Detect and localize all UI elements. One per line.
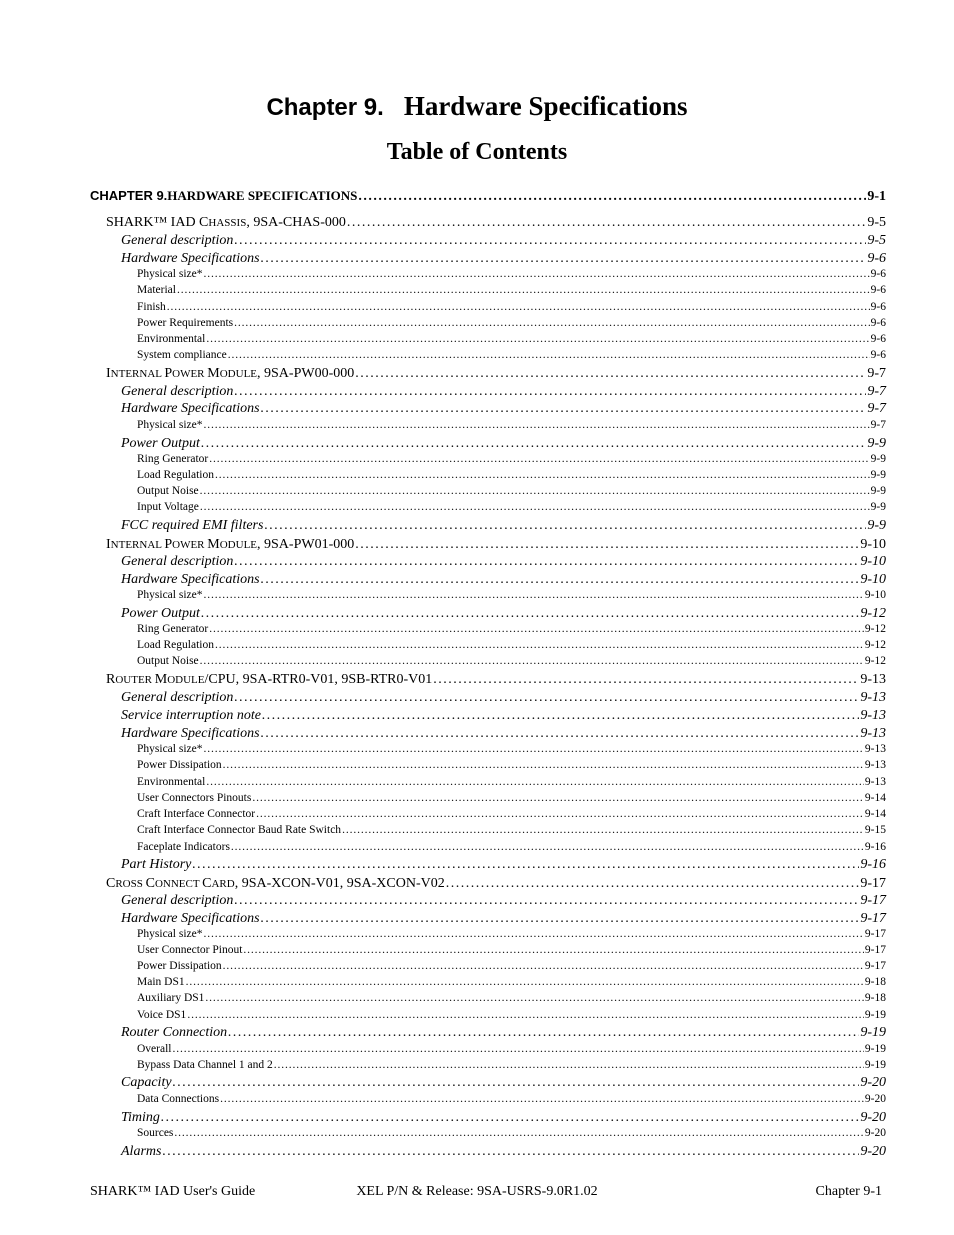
toc-page-number: 9-7	[867, 384, 886, 399]
toc-entry-title: System compliance	[137, 349, 227, 361]
toc-page-number: 9-6	[870, 284, 886, 296]
toc-entry-level-3[interactable]	[137, 655, 886, 667]
section-title-segment: OWER	[172, 368, 208, 380]
toc-entry-level-3[interactable]	[137, 1009, 886, 1021]
section-title-segment: OWER	[172, 539, 208, 551]
dot-leader	[203, 268, 869, 280]
dot-leader	[186, 976, 864, 988]
toc-entry-title	[106, 876, 445, 892]
toc-entry-title: Alarms	[121, 1144, 162, 1159]
toc-page-number: 9-18	[864, 992, 886, 1004]
toc-page-number: 9-14	[864, 792, 886, 804]
dot-leader	[161, 1110, 859, 1126]
toc-page-number: 9-7	[870, 419, 886, 431]
dot-leader	[203, 928, 863, 940]
section-title-segment: M	[154, 672, 168, 687]
section-title-segment: I	[106, 537, 111, 552]
dot-leader	[215, 639, 864, 651]
chapter-label: CHAPTER 9.	[90, 188, 168, 203]
toc-page-number: 9-16	[864, 841, 886, 853]
toc-entry-level-3[interactable]	[137, 944, 886, 956]
section-title-segment: , 9SA-XCON-V01, 9SA-XCON-V02	[234, 876, 445, 891]
toc-page-number: 9-17	[864, 928, 886, 940]
toc-entry-level-0[interactable]	[90, 188, 886, 205]
toc-page-number: 9-6	[870, 268, 886, 280]
toc-entry-level-3[interactable]	[137, 333, 886, 345]
toc-page-number: 9-20	[860, 1075, 886, 1090]
dot-leader	[228, 1025, 859, 1041]
toc-entry-level-3[interactable]	[137, 808, 886, 820]
dot-leader	[206, 333, 869, 345]
toc-page-number: 9-9	[867, 518, 886, 533]
toc-page-number: 9-17	[864, 944, 886, 956]
toc-entry-level-3[interactable]	[137, 743, 886, 755]
dot-leader	[220, 1093, 864, 1105]
toc-entry-level-2[interactable]	[121, 708, 886, 724]
section-title-segment: C	[106, 876, 116, 891]
toc-entry-level-2[interactable]	[121, 893, 886, 909]
toc-entry-level-1[interactable]	[106, 366, 886, 382]
toc-entry-level-2[interactable]	[121, 251, 886, 267]
toc-page-number: 9-6	[870, 349, 886, 361]
toc-page-number: 9-10	[860, 537, 886, 552]
toc-page-number: 9-19	[864, 1009, 886, 1021]
toc-entry-level-3[interactable]	[137, 1043, 886, 1055]
toc-title: Table of Contents	[386, 139, 568, 165]
section-title-segment: ROSS	[115, 878, 146, 890]
dot-leader	[174, 1127, 863, 1139]
toc-entry-title: Craft Interface Connector Baud Rate Switch	[137, 824, 342, 836]
dot-leader	[209, 453, 869, 465]
toc-entry-title: Router Connection	[121, 1025, 228, 1040]
section-title-segment: SHARK™ IAD C	[106, 215, 209, 230]
toc-entry-title: General description	[121, 233, 234, 248]
toc-page-number: 9-19	[860, 1025, 886, 1040]
toc-page-number: 9-7	[867, 366, 886, 381]
toc-page-number: 9-1	[867, 189, 886, 204]
dot-leader	[261, 251, 867, 267]
dot-leader	[172, 1043, 863, 1055]
dot-leader	[234, 233, 866, 249]
section-title-segment: C	[202, 876, 212, 891]
toc-entry-title: Physical size*	[137, 928, 203, 940]
toc-entry-title: General description	[121, 384, 234, 399]
dot-leader	[206, 776, 864, 788]
toc-entry-level-3[interactable]	[137, 928, 886, 940]
dot-leader	[201, 606, 859, 622]
section-title-segment: /CPU, 9SA-RTR0-V01, 9SB-RTR0-V01	[204, 672, 433, 687]
toc-entry-title: Environmental	[137, 333, 206, 345]
toc-entry-title: Power Dissipation	[137, 759, 222, 771]
toc-page-number: 9-13	[860, 672, 886, 687]
toc-entry-title: Output Noise	[137, 485, 199, 497]
section-title-segment: M	[207, 366, 220, 381]
chapter-name: Hardware Specifications	[403, 91, 688, 121]
toc-entry-title: Load Regulation	[137, 639, 214, 651]
toc-page-number: 9-14	[864, 808, 886, 820]
section-title-segment: , 9SA-CHAS-000	[246, 215, 346, 230]
toc-entry-title: Output Noise	[137, 655, 199, 667]
toc-entry-title: Input Voltage	[137, 501, 199, 513]
toc-page-number: 9-10	[860, 572, 886, 587]
toc-entry-title	[106, 366, 354, 382]
toc-page-number: 9-5	[867, 215, 886, 230]
dot-leader	[262, 708, 859, 724]
toc-entry-title: Hardware Specifications	[121, 401, 260, 416]
section-title-segment: , 9SA-PW01-000	[257, 537, 355, 552]
dot-leader	[192, 857, 859, 873]
dot-leader	[355, 366, 866, 382]
toc-entry-title: Main DS1	[137, 976, 185, 988]
toc-entry-title: Capacity	[121, 1075, 172, 1090]
toc-page-number: 9-17	[860, 876, 886, 891]
dot-leader	[200, 485, 870, 497]
dot-leader	[261, 911, 860, 927]
dot-leader	[446, 876, 860, 892]
toc-entry-title: Timing	[121, 1110, 160, 1125]
toc-page-number: 9-20	[864, 1127, 886, 1139]
toc-entry-level-1[interactable]	[106, 537, 886, 553]
toc-entry-level-2[interactable]	[121, 606, 886, 622]
dot-leader	[234, 893, 859, 909]
toc-page-number: 9-12	[860, 606, 886, 621]
toc-entry-level-3[interactable]	[137, 453, 886, 465]
toc-entry-level-3[interactable]	[137, 349, 886, 361]
dot-leader	[200, 655, 864, 667]
dot-leader	[177, 284, 870, 296]
toc-entry-title: Sources	[137, 1127, 174, 1139]
toc-entry-title: Power Output	[121, 436, 200, 451]
dot-leader	[243, 944, 864, 956]
toc-entry-level-2[interactable]	[121, 857, 886, 873]
toc-entry-title: Physical size*	[137, 419, 203, 431]
toc-page-number: 9-9	[870, 501, 886, 513]
toc-entry-level-3[interactable]	[137, 589, 886, 601]
toc-page-number: 9-19	[864, 1059, 886, 1071]
section-title-segment: P	[164, 537, 173, 552]
toc-entry-title: Bypass Data Channel 1 and 2	[137, 1059, 273, 1071]
chapter-heading	[0, 89, 954, 125]
toc-entry-title: Hardware Specifications	[121, 726, 260, 741]
dot-leader	[355, 537, 859, 553]
toc-entry-level-1[interactable]	[106, 672, 886, 688]
dot-leader	[200, 501, 870, 513]
section-title-segment: , 9SA-PW00-000	[257, 366, 355, 381]
toc-entry-level-1[interactable]	[106, 876, 886, 892]
toc-page-number: 9-17	[860, 893, 886, 908]
toc-entry-level-1[interactable]	[106, 215, 886, 231]
toc-entry-title: User Connector Pinout	[137, 944, 243, 956]
toc-page-number: 9-13	[860, 726, 886, 741]
section-title-segment: OUTER	[115, 674, 155, 686]
toc-entry-level-3[interactable]	[137, 824, 886, 836]
toc-page-number: 9-20	[860, 1110, 886, 1125]
section-title-segment: C	[145, 876, 155, 891]
toc-entry-title	[106, 672, 432, 688]
toc-entry-title	[106, 215, 346, 231]
chapter-number: Chapter 9.	[266, 94, 384, 121]
dot-leader	[264, 518, 866, 534]
dot-leader	[358, 189, 866, 205]
dot-leader	[234, 384, 866, 400]
dot-leader	[173, 1075, 860, 1091]
section-title-segment: ARD	[211, 878, 235, 890]
toc-entry-title: Faceplate Indicators	[137, 841, 230, 853]
toc-page-number: 9-13	[864, 743, 886, 755]
toc-page-number: 9-9	[870, 485, 886, 497]
toc-entry-title: General description	[121, 554, 234, 569]
toc-page-number: 9-17	[864, 960, 886, 972]
toc-entry-title: Load Regulation	[137, 469, 214, 481]
toc-entry-level-2[interactable]	[121, 1144, 886, 1160]
toc-entry-level-3[interactable]	[137, 284, 886, 296]
section-title-segment: ODULE	[219, 539, 258, 551]
toc-entry-level-2[interactable]	[121, 436, 886, 452]
dot-leader	[274, 1059, 864, 1071]
toc-entry-title: Physical size*	[137, 268, 203, 280]
toc-entry-level-3[interactable]	[137, 759, 886, 771]
dot-leader	[187, 1009, 864, 1021]
toc-entry-level-3[interactable]	[137, 776, 886, 788]
section-title-segment: ODULE	[167, 674, 205, 686]
dot-leader	[201, 436, 866, 452]
toc-page-number: 9-5	[867, 233, 886, 248]
toc-entry-title: Overall	[137, 1043, 172, 1055]
toc-page-number: 9-6	[870, 301, 886, 313]
toc-entry-level-3[interactable]	[137, 792, 886, 804]
toc-entry-level-3[interactable]	[137, 1093, 886, 1105]
toc-entry-level-3[interactable]	[137, 1059, 886, 1071]
toc-entry-title: Hardware Specifications	[121, 251, 260, 266]
toc-entry-title: Service interruption note	[121, 708, 261, 723]
dot-leader	[347, 215, 866, 231]
toc-entry-level-3[interactable]	[137, 992, 886, 1004]
dot-leader	[223, 960, 864, 972]
toc-entry-title: Hardware Specifications	[121, 911, 260, 926]
dot-leader	[203, 589, 863, 601]
toc-page-number: 9-9	[870, 469, 886, 481]
toc-entry-title: Finish	[137, 301, 166, 313]
toc-page-number: 9-7	[867, 401, 886, 416]
dot-leader	[205, 992, 864, 1004]
dot-leader	[342, 824, 864, 836]
toc-page-number: 9-12	[864, 623, 886, 635]
toc-entry-level-3[interactable]	[137, 501, 886, 513]
dot-leader	[215, 469, 870, 481]
dot-leader	[252, 792, 864, 804]
section-title-segment: M	[207, 537, 220, 552]
dot-leader	[234, 554, 859, 570]
toc-entry-level-2[interactable]	[121, 554, 886, 570]
toc-entry-title: General description	[121, 893, 234, 908]
section-title-segment: ODULE	[219, 368, 258, 380]
toc-entry-level-3[interactable]	[137, 623, 886, 635]
toc-entry-level-2[interactable]	[121, 911, 886, 927]
toc-entry-title: Ring Generator	[137, 453, 209, 465]
toc-entry-level-3[interactable]	[137, 639, 886, 651]
dot-leader	[209, 623, 864, 635]
toc-entry-level-3[interactable]	[137, 485, 886, 497]
dot-leader	[203, 743, 863, 755]
toc-page-number: 9-16	[860, 857, 886, 872]
toc-entry-level-2[interactable]	[121, 401, 886, 417]
toc-entry-title: Material	[137, 284, 176, 296]
footer-part-number: XEL P/N & Release: 9SA-USRS-9.0R1.02	[356, 1184, 598, 1199]
toc-entry-title: Part History	[121, 857, 192, 872]
chapter-title-text: HARDWARE SPECIFICATIONS	[167, 188, 358, 203]
toc-page-number: 9-6	[867, 251, 886, 266]
toc-entry-title	[106, 537, 354, 553]
toc-page-number: 9-15	[864, 824, 886, 836]
toc-page-number: 9-10	[864, 589, 886, 601]
toc-page-number: 9-20	[860, 1144, 886, 1159]
toc-entry-level-2[interactable]	[121, 1075, 886, 1091]
toc-entry-level-3[interactable]	[137, 317, 886, 329]
toc-entry-level-2[interactable]	[121, 690, 886, 706]
toc-entry-title: Power Dissipation	[137, 960, 222, 972]
section-title-segment: P	[164, 366, 173, 381]
toc-page-number: 9-12	[864, 655, 886, 667]
dot-leader	[433, 672, 859, 688]
section-title-segment: NTERNAL	[110, 539, 165, 551]
toc-entry-title: Power Requirements	[137, 317, 234, 329]
toc-page-number: 9-13	[860, 690, 886, 705]
dot-leader	[261, 726, 860, 742]
toc-entry-level-2[interactable]	[121, 384, 886, 400]
dot-leader	[261, 401, 867, 417]
toc-entry-level-3[interactable]	[137, 419, 886, 431]
toc-entry-title: Craft Interface Connector	[137, 808, 256, 820]
toc-page-number: 9-13	[860, 708, 886, 723]
footer-guide-title: SHARK™ IAD User's Guide	[90, 1184, 256, 1199]
toc-entry-title: User Connectors Pinouts	[137, 792, 252, 804]
dot-leader	[228, 349, 870, 361]
toc-entry-title: FCC required EMI filters	[121, 518, 264, 533]
toc-entry-title: Voice DS1	[137, 1009, 187, 1021]
toc-entry-title: General description	[121, 690, 234, 705]
toc-entry-title: Auxiliary DS1	[137, 992, 205, 1004]
toc-entry-level-2[interactable]	[121, 726, 886, 742]
dot-leader	[234, 317, 870, 329]
toc-entry-level-2[interactable]	[121, 1110, 886, 1126]
toc-entry-level-3[interactable]	[137, 976, 886, 988]
dot-leader	[203, 419, 869, 431]
toc-entry-level-3[interactable]	[137, 469, 886, 481]
footer-page-number: Chapter 9-1	[815, 1184, 882, 1199]
dot-leader	[256, 808, 864, 820]
section-title-segment: I	[106, 366, 111, 381]
toc-page-number: 9-19	[864, 1043, 886, 1055]
dot-leader	[234, 690, 859, 706]
toc-page-number: 9-12	[864, 639, 886, 651]
section-title-segment: NTERNAL	[110, 368, 165, 380]
toc-entry-level-3[interactable]	[137, 268, 886, 280]
dot-leader	[261, 572, 860, 588]
toc-entry-level-2[interactable]	[121, 1025, 886, 1041]
toc-page-number: 9-20	[864, 1093, 886, 1105]
dot-leader	[167, 301, 870, 313]
section-title-segment: HASSIS	[208, 217, 247, 229]
toc-entry-level-2[interactable]	[121, 572, 886, 588]
toc-page-number: 9-9	[870, 453, 886, 465]
section-title-segment: R	[106, 672, 116, 687]
toc-entry-level-2[interactable]	[121, 518, 886, 534]
toc-page-number: 9-18	[864, 976, 886, 988]
toc-page-number: 9-10	[860, 554, 886, 569]
toc-entry-title: Environmental	[137, 776, 206, 788]
toc-entry-title: Power Output	[121, 606, 200, 621]
toc-entry-title: Data Connections	[137, 1093, 220, 1105]
toc-page-number: 9-13	[864, 759, 886, 771]
toc-entry-title	[90, 188, 357, 205]
toc-page-number: 9-6	[870, 333, 886, 345]
dot-leader	[223, 759, 864, 771]
dot-leader	[231, 841, 864, 853]
toc-page-number: 9-17	[860, 911, 886, 926]
section-title-segment: ONNECT	[154, 878, 203, 890]
toc-entry-title: Hardware Specifications	[121, 572, 260, 587]
toc-entry-level-3[interactable]	[137, 960, 886, 972]
toc-entry-title: Physical size*	[137, 589, 203, 601]
toc-page-number: 9-6	[870, 317, 886, 329]
toc-entry-level-3[interactable]	[137, 1127, 886, 1139]
toc-page-number: 9-9	[867, 436, 886, 451]
toc-page-number: 9-13	[864, 776, 886, 788]
toc-entry-title: Physical size*	[137, 743, 203, 755]
toc-entry-level-2[interactable]	[121, 233, 886, 249]
dot-leader	[162, 1144, 859, 1160]
toc-entry-level-3[interactable]	[137, 841, 886, 853]
toc-entry-title: Ring Generator	[137, 623, 209, 635]
toc-entry-level-3[interactable]	[137, 301, 886, 313]
